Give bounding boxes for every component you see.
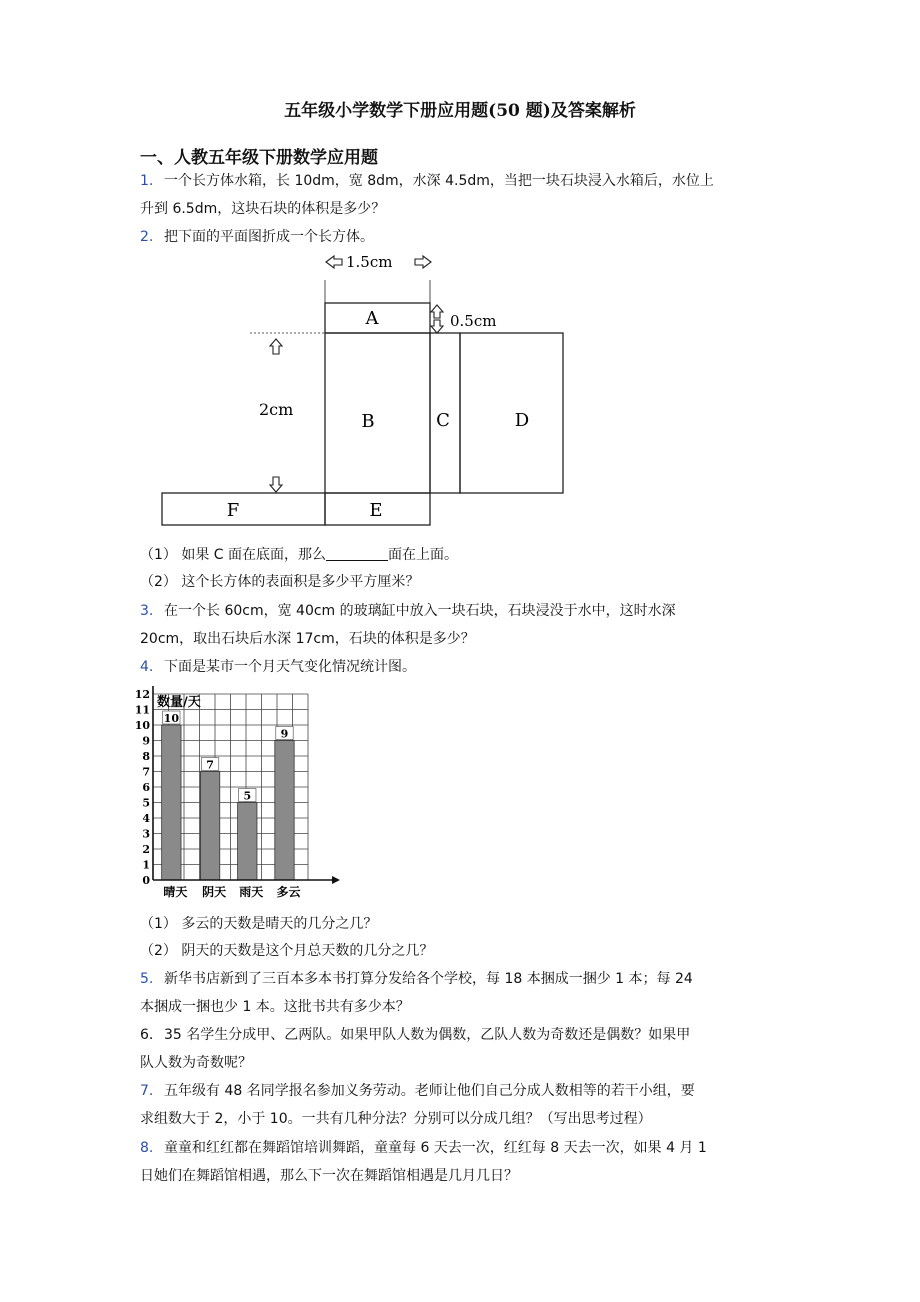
face-b [325,333,430,493]
y-tick-label: 5 [142,796,150,810]
bar-value-label: 10 [163,712,179,725]
question-number: 6． [140,1027,163,1043]
part-text-after: 面在上面。 [388,547,459,563]
question-number: 5. [140,971,154,987]
small-height-arrows [431,305,443,333]
y-tick-label: 7 [142,765,150,779]
y-axis-label: 数量/天 [157,695,201,710]
weather-bar-chart [130,678,370,903]
question-text: 一个长方体水箱，长 10dm，宽 8dm，水深 4.5dm，当把一块石块浸入水箱后，水位上 [164,173,714,189]
y-tick-label: 4 [142,812,150,825]
question-number: 2. [140,229,154,245]
question-number: 7. [140,1083,154,1099]
question-6 [140,1024,690,1044]
question-7 [140,1080,695,1100]
face-label-b: B [361,411,375,432]
y-tick-label: 10 [134,719,150,732]
width-label: 1.5cm [346,253,393,271]
question-3-continued: 20cm，取出石块后水深 17cm，石块的体积是多少？ [140,631,475,647]
y-tick-label: 0 [142,874,150,887]
face-label-f: F [226,500,240,521]
question-1-continued: 升到 6.5dm，这块石块的体积是多少？ [140,201,386,217]
x-tick-label: 阴天 [202,885,227,899]
x-tick-label: 多云 [276,885,301,899]
y-tick-label: 3 [142,827,150,841]
bar [162,725,181,880]
y-tick-label: 8 [142,750,150,763]
question-2-part-1 [140,544,458,564]
y-tick-label: 1 [142,858,150,872]
y-tick-label: 6 [142,781,150,794]
bar [200,772,219,881]
x-axis-arrow [332,876,340,884]
face-d [460,333,563,493]
y-tick-label: 9 [142,734,150,748]
question-8 [140,1137,707,1157]
bar [238,803,257,881]
question-number: 3. [140,603,154,619]
x-tick-label: 雨天 [239,885,264,899]
section-heading: 一、人教五年级下册数学应用题 [140,148,378,168]
bar [275,741,294,881]
face-label-a: A [365,308,379,329]
bar-value-label: 9 [280,727,289,741]
answer-blank[interactable] [326,546,388,561]
question-number: 1. [140,173,154,189]
part-text-before: （1） 如果 C 面在底面，那么 [140,547,327,563]
question-5-continued: 本捆成一捆也少 1 本。这批书共有多少本？ [140,999,410,1015]
question-5 [140,968,693,988]
question-number: 4. [140,659,154,675]
question-8-continued: 日她们在舞蹈馆相遇，那么下一次在舞蹈馆相遇是几月几日？ [140,1168,518,1184]
small-height-label: 0.5cm [450,312,497,330]
question-4-part-1: （1） 多云的天数是晴天的几分之几？ [140,916,378,932]
face-label-c: C [436,410,450,431]
question-text: 下面是某市一个月天气变化情况统计图。 [164,659,416,675]
bar-value-label: 5 [243,789,252,803]
question-text: 35 名学生分成甲、乙两队。如果甲队人数为偶数，乙队人数为奇数还是偶数？如果甲 [164,1027,691,1043]
question-text: 童童和红红都在舞蹈馆培训舞蹈，童童每 6 天去一次，红红每 8 天去一次，如果 4 月 1 [164,1140,707,1156]
page-title: 五年级小学数学下册应用题(50 题)及答案解析 [284,101,636,121]
question-6-continued: 队人数为奇数呢？ [140,1055,252,1071]
y-tick-label: 12 [134,688,150,701]
question-text: 新华书店新到了三百本多本书打算分发给各个学校，每 18 本捆成一捆少 1 本；每 24 [164,971,693,987]
question-text: 在一个长 60cm，宽 40cm 的玻璃缸中放入一块石块，石块浸没于水中，这时水深 [164,603,676,619]
cuboid-net-diagram [0,0,920,540]
question-text: 五年级有 48 名同学报名参加义务劳动。老师让他们自己分成人数相等的若干小组，要 [164,1083,695,1099]
question-4 [140,656,416,676]
question-7-continued: 求组数大于 2，小于 10。一共有几种分法？分别可以分成几组？（写出思考过程） [140,1111,652,1127]
bar-value-label: 7 [206,758,214,772]
height-label: 2cm [259,400,294,419]
face-label-e: E [369,500,383,521]
face-label-d: D [514,410,530,431]
question-3 [140,600,676,620]
face-f [162,493,325,525]
question-4-part-2: （2） 阴天的天数是这个月总天数的几分之几？ [140,943,434,959]
question-2-part-2: （2） 这个长方体的表面积是多少平方厘米？ [140,574,420,590]
y-tick-label: 2 [142,843,150,856]
question-number: 8. [140,1140,154,1156]
x-tick-label: 晴天 [163,885,188,899]
y-tick-label: 11 [134,703,150,717]
question-text: 把下面的平面图折成一个长方体。 [164,229,374,245]
